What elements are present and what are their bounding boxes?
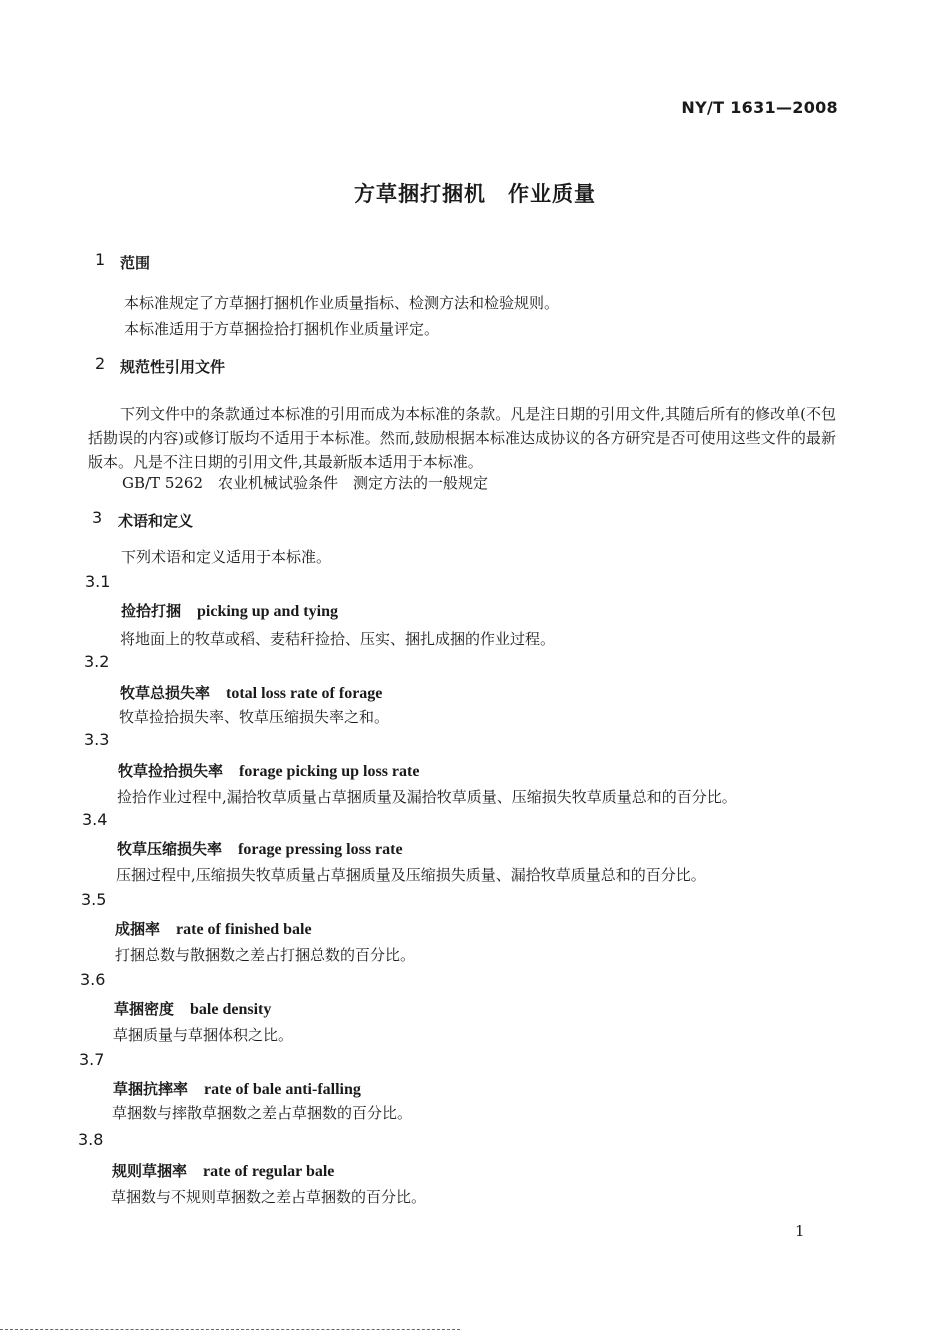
bottom-scan-line: [0, 1329, 460, 1330]
term-chinese: 草捆密度: [114, 1000, 175, 1018]
section-1-paragraph-1: 本标准规定了方草捆打捆机作业质量指标、检测方法和检验规则。: [124, 294, 560, 312]
term-number: 3.8: [78, 1130, 104, 1149]
term-number: 3.1: [85, 572, 111, 591]
section-1-number: 1: [95, 250, 106, 269]
term-chinese: 成捆率: [115, 920, 161, 938]
term-definition: 草捆数与不规则草捆数之差占草捆数的百分比。: [111, 1188, 427, 1206]
term-number: 3.3: [84, 730, 110, 749]
term-definition: 将地面上的牧草或稻、麦秸秆捡拾、压实、捆扎成捆的作业过程。: [120, 630, 556, 648]
term-english: bale density: [190, 1001, 272, 1018]
standard-code: NY/T 1631—2008: [681, 98, 838, 117]
term-english: picking up and tying: [197, 603, 338, 620]
section-1-title: 范围: [120, 254, 151, 272]
term-number: 3.4: [82, 810, 108, 829]
term-heading: [115, 918, 312, 939]
section-3-title: 术语和定义: [118, 512, 194, 530]
term-chinese: 规则草捆率: [112, 1162, 188, 1180]
term-english: forage pressing loss rate: [238, 841, 403, 858]
section-3-intro: 下列术语和定义适用于本标准。: [121, 548, 332, 566]
section-3-number: 3: [92, 508, 103, 527]
term-definition: 捡拾作业过程中,漏拾牧草质量占草捆质量及漏拾牧草质量、压缩损失牧草质量总和的百分比。: [117, 788, 737, 806]
term-english: forage picking up loss rate: [239, 763, 420, 780]
term-chinese: 牧草总损失率: [120, 684, 211, 702]
term-heading: [118, 760, 419, 781]
term-definition: 草捆质量与草捆体积之比。: [113, 1026, 294, 1044]
normative-reference: GB/T 5262 农业机械试验条件 测定方法的一般规定: [122, 474, 489, 492]
term-heading: [121, 600, 338, 621]
term-number: 3.7: [79, 1050, 105, 1069]
term-heading: [120, 682, 382, 703]
term-english: rate of bale anti-falling: [204, 1081, 361, 1098]
term-chinese: 草捆抗摔率: [113, 1080, 189, 1098]
term-heading: [112, 1160, 334, 1181]
term-heading: [117, 838, 403, 859]
term-definition: 压捆过程中,压缩损失牧草质量占草捆质量及压缩损失质量、漏拾牧草质量总和的百分比。: [116, 866, 706, 884]
term-chinese: 捡拾打捆: [121, 602, 182, 620]
term-definition: 打捆总数与散捆数之差占打捆总数的百分比。: [115, 946, 416, 964]
term-number: 3.5: [81, 890, 107, 909]
section-2-paragraph: 下列文件中的条款通过本标准的引用而成为本标准的条款。凡是注日期的引用文件,其随后所有的修改单(不包括勘误的内容)或修订版均不适用于本标准。然而,鼓励根据本标准达成协议的各方研究是否可使用这些文件的最新版本。凡是不注日期的引用文件,其最新版本适用于本标准。: [88, 405, 836, 471]
term-chinese: 牧草压缩损失率: [117, 840, 223, 858]
term-chinese: 牧草捡拾损失率: [118, 762, 224, 780]
term-english: rate of regular bale: [203, 1163, 335, 1180]
page-number: 1: [795, 1222, 805, 1240]
section-2-title: 规范性引用文件: [120, 358, 226, 376]
term-definition: 牧草捡拾损失率、牧草压缩损失率之和。: [119, 708, 390, 726]
term-number: 3.6: [80, 970, 106, 989]
term-english: total loss rate of forage: [226, 685, 383, 702]
term-english: rate of finished bale: [176, 921, 312, 938]
section-2-number: 2: [95, 354, 106, 373]
term-heading: [114, 998, 271, 1019]
section-1-paragraph-2: 本标准适用于方草捆捡拾打捆机作业质量评定。: [124, 320, 440, 338]
document-title: 方草捆打捆机 作业质量: [354, 182, 596, 206]
term-number: 3.2: [84, 652, 110, 671]
term-heading: [113, 1078, 361, 1099]
term-definition: 草捆数与摔散草捆数之差占草捆数的百分比。: [112, 1104, 413, 1122]
